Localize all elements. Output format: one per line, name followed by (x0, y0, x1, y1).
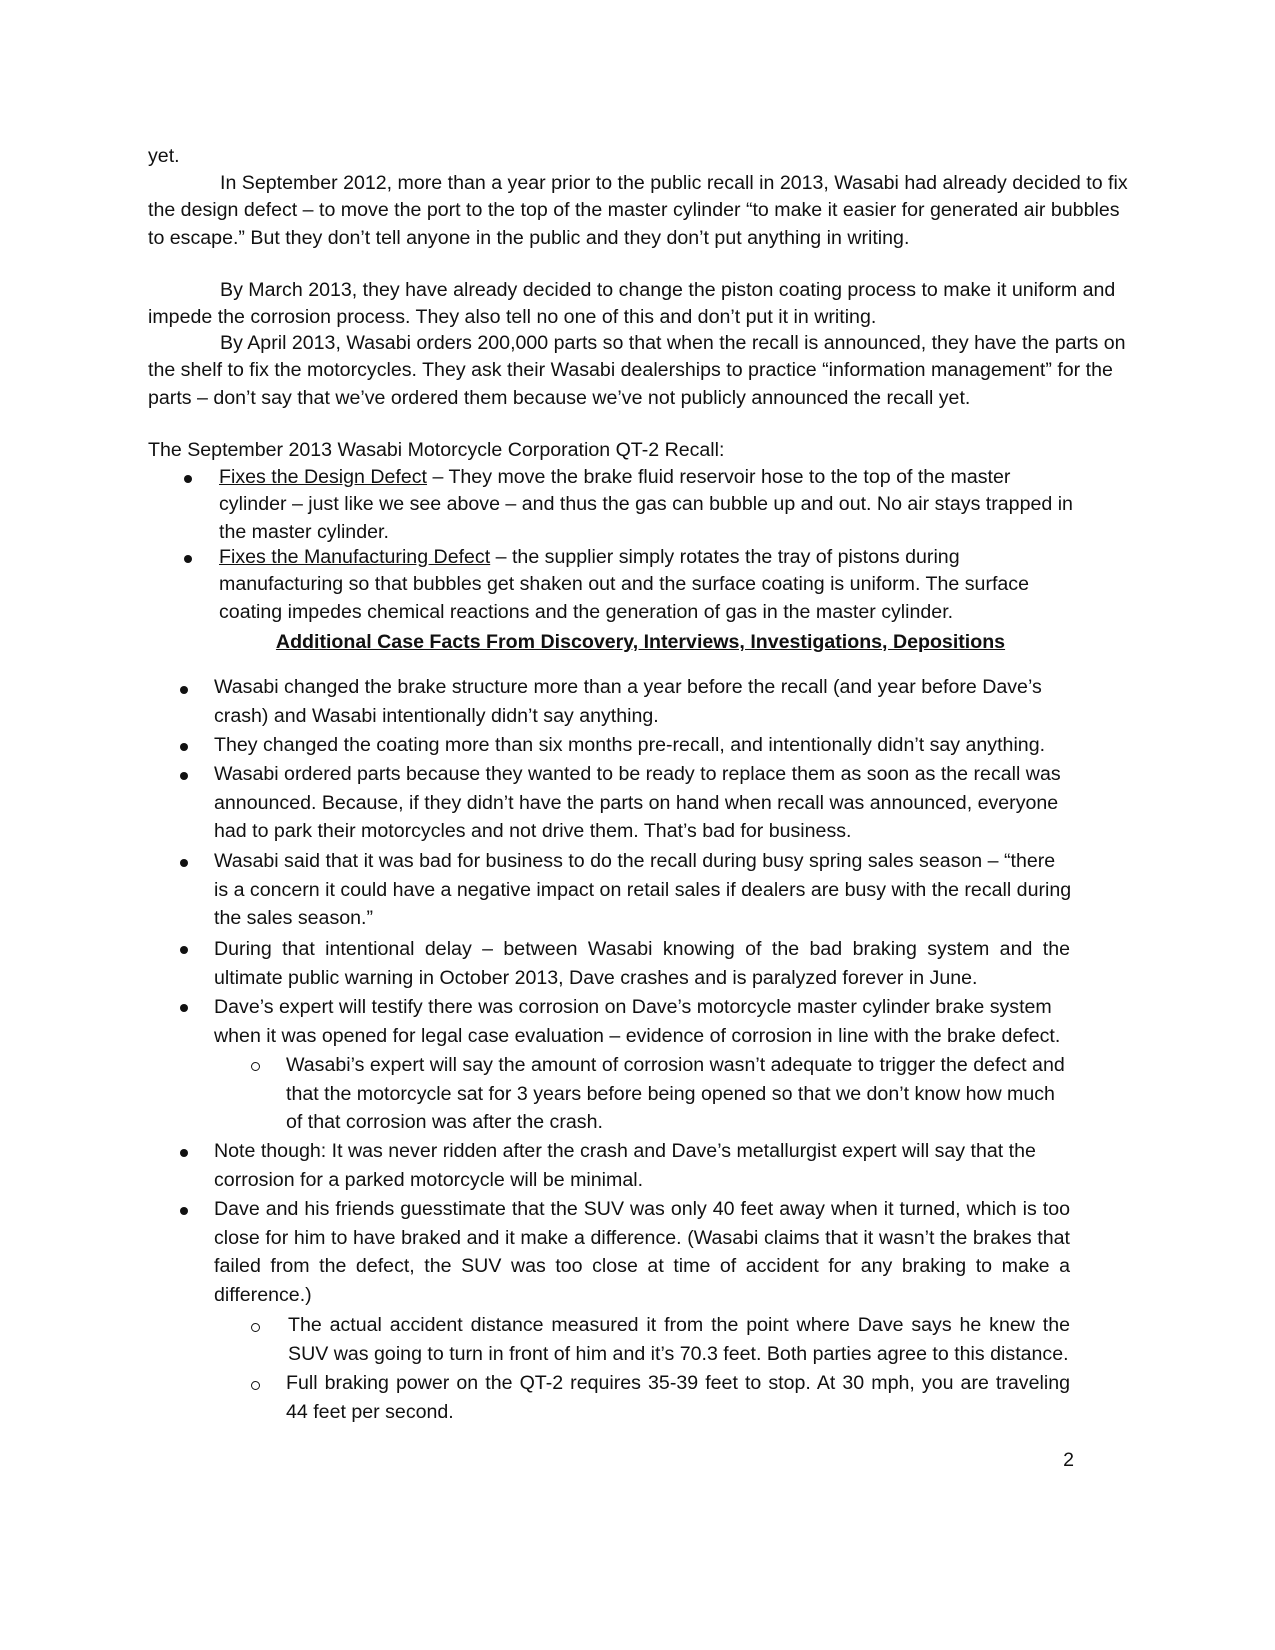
paragraph-recall-intro: The September 2013 Wasabi Motorcycle Corporation QT-2 Recall: (148, 439, 725, 461)
circle-bullet-icon (251, 1323, 260, 1332)
fact-item: Note though: It was never ridden after the crash and Dave’s metallurgist expert will say that the corrosion for a parked motorcycle will be minimal. (214, 1140, 1036, 1191)
list-item-design-defect (219, 464, 1074, 546)
bullet-icon (184, 475, 192, 483)
fact-item: During that intentional delay – between Wasabi knowing of the bad braking system and the ultimate public warning in October 2013, Dave crashes and is paralyzed forever in June. (214, 938, 1070, 989)
design-defect-text: – They move the brake fluid reservoir hose to the top of the master cylinder – just like we see above – and thus the gas can bubble up and out. No air stays trapped in the master cylinder. (219, 466, 1073, 543)
design-defect-label: Fixes the Design Defect (219, 466, 428, 488)
fact-item: Dave’s expert will testify there was corrosion on Dave’s motorcycle master cylinder brake system when it was opened for legal case evaluation – evidence of corrosion in line with the brake defect. (214, 996, 1061, 1047)
paragraph-april-2013: By April 2013, Wasabi orders 200,000 parts so that when the recall is announced, they have the parts on the shelf to fix the motorcycles. They ask their Wasabi dealerships to practice “information management” for the parts – don’t say that we’ve ordered them because we’ve not publicly announced the recall yet. (148, 332, 1126, 409)
manufacturing-defect-label: Fixes the Manufacturing Defect (219, 546, 491, 568)
circle-bullet-icon (251, 1062, 260, 1071)
fact-item: Wasabi changed the brake structure more than a year before the recall (and year before Dave’s crash) and Wasabi intentionally didn’t say anything. (214, 676, 1042, 727)
fact-item: Wasabi said that it was bad for business to do the recall during busy spring sales season – “there is a concern it could have a negative impact on retail sales if dealers are busy with the recall during the sales season.” (214, 850, 1072, 930)
bullet-icon (180, 1207, 188, 1215)
paragraph-september-2012: In September 2012, more than a year prior to the public recall in 2013, Wasabi had already decided to fix the design defect – to move the port to the top of the master cylinder “to make it easier for generated air bubbles to escape.” But they don’t tell anyone in the public and they don’t put anything in writing. (148, 172, 1128, 249)
page-number: 2 (1063, 1449, 1074, 1471)
fact-item: Dave and his friends guesstimate that the SUV was only 40 feet away when it turned, which is too close for him to have braked and it make a difference. (Wasabi claims that it wasn’t the brakes that failed from the defect, the SUV was too close at time of accident for any braking to make a difference.) (214, 1198, 1070, 1306)
circle-bullet-icon (251, 1381, 260, 1390)
subfact-item: Wasabi’s expert will say the amount of corrosion wasn’t adequate to trigger the defect and that the motorcycle sat for 3 years before being opened so that we don’t know how much of that corrosion was after the crash. (286, 1054, 1065, 1134)
bullet-icon (180, 946, 188, 954)
subfact-item: The actual accident distance measured it from the point where Dave says he knew the SUV was going to turn in front of him and it’s 70.3 feet. Both parties agree to this distance. (288, 1314, 1070, 1365)
fact-item: They changed the coating more than six months pre-recall, and intentionally didn’t say anything. (214, 734, 1046, 756)
subfact-item: Full braking power on the QT-2 requires 35-39 feet to stop. At 30 mph, you are traveling 44 feet per second. (286, 1372, 1070, 1423)
list-item-manufacturing-defect (219, 544, 1074, 626)
bullet-icon (180, 859, 188, 867)
bullet-icon (180, 1149, 188, 1157)
paragraph-continuation: yet. (148, 145, 180, 167)
bullet-icon (180, 686, 188, 694)
bullet-icon (184, 555, 192, 563)
section-heading: Additional Case Facts From Discovery, Interviews, Investigations, Depositions (275, 631, 1006, 653)
manufacturing-defect-text: – the supplier simply rotates the tray of pistons during manufacturing so that bubbles get shaken out and the surface coating is uniform. The surface coating impedes chemical reactions and the generation of gas in the master cylinder. (219, 546, 1030, 623)
bullet-icon (180, 743, 188, 751)
bullet-icon (180, 772, 188, 780)
bullet-icon (180, 1004, 188, 1012)
fact-item: Wasabi ordered parts because they wanted to be ready to replace them as soon as the recall was announced. Because, if they didn’t have the parts on hand when recall was announced, everyone had to park their motorcycles and not drive them. That’s bad for business. (214, 763, 1061, 843)
paragraph-march-2013: By March 2013, they have already decided to change the piston coating process to make it uniform and impede the corrosion process. They also tell no one of this and don’t put it in writing. (148, 279, 1116, 329)
